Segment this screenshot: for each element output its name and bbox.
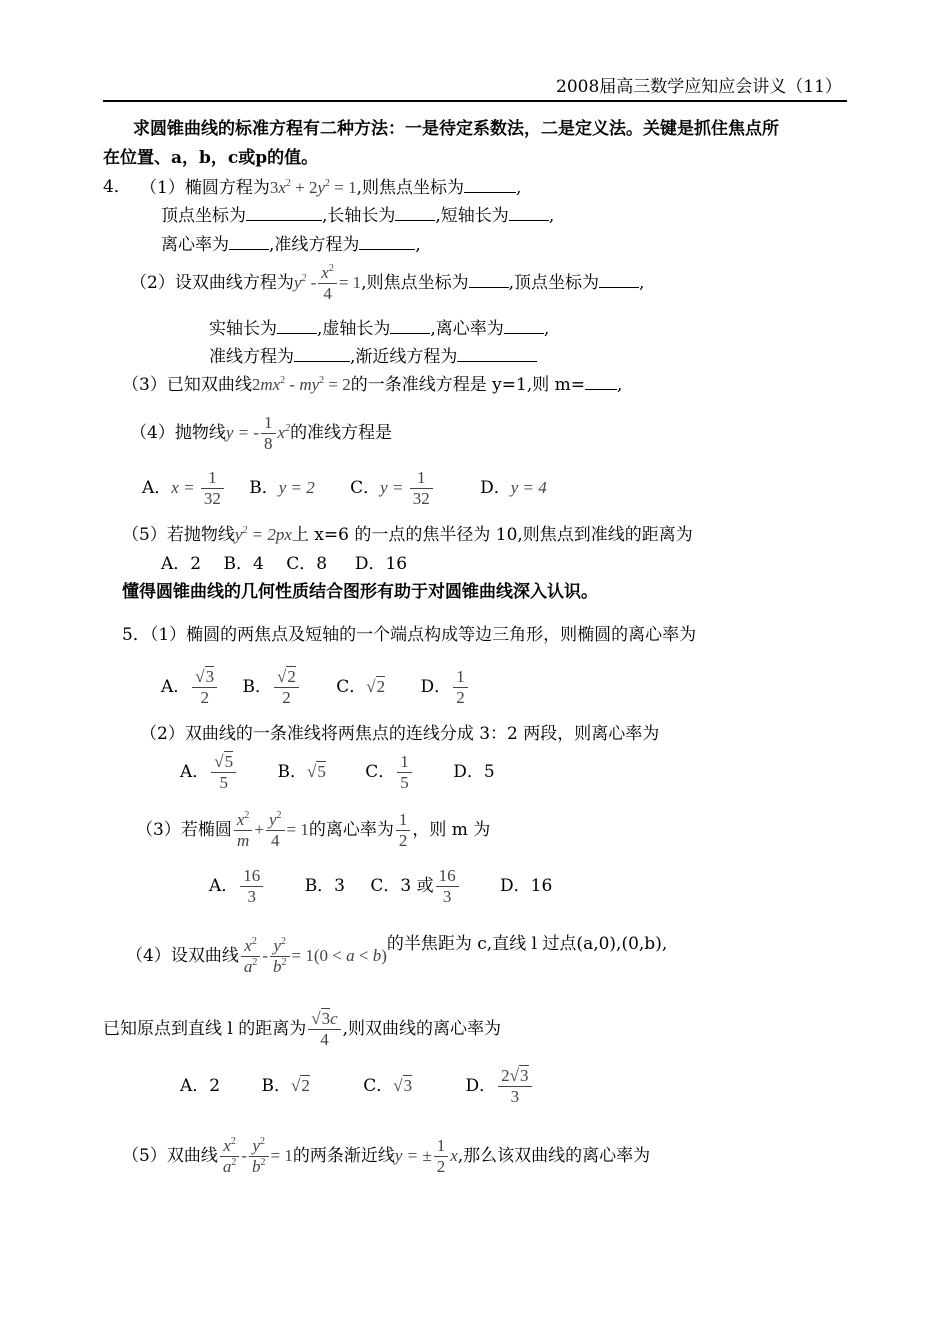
option-c: C． — [363, 1075, 394, 1096]
q5-p4-distance-label: 已知原点到直线 l 的距离为 — [103, 1018, 307, 1039]
fraction: $\frac{16}{3}$ — [436, 866, 459, 907]
q4-part4-options — [142, 468, 547, 509]
q5-p5-label: （5）双曲线 — [122, 1145, 218, 1166]
fraction: $\frac{x^2}{a^2}$ — [241, 936, 261, 977]
q5-part5 — [122, 1136, 650, 1177]
q4-p2-label: （2）设双曲线方程为 — [130, 272, 294, 293]
q5-part4 — [126, 933, 668, 977]
option-c-value: √3 — [393, 1075, 413, 1095]
fraction: $\frac{x^2}{4}$ — [318, 263, 337, 304]
q4-p2-directrix: 准线方程为 — [209, 347, 294, 367]
fraction: $\frac{√3c}{4}$ — [308, 1009, 340, 1050]
blank — [504, 318, 544, 334]
blank — [390, 318, 430, 334]
q4-part1-line1: （1）椭圆方程为$3x^2 + 2y^2 = 1$,则焦点坐标为 , — [140, 178, 522, 198]
eq-rhs: = 1 — [270, 1145, 293, 1165]
fraction: $\frac{1}{8}$ — [261, 413, 276, 454]
option-c-value: √2 — [366, 676, 386, 696]
blank — [464, 177, 516, 193]
option-b: B．3 — [304, 875, 345, 896]
q5-p3-end: ，则 m 为 — [412, 819, 491, 840]
q4-p5-text: 上 x=6 的一点的焦半径为 10,则焦点到准线的距离为 — [291, 525, 693, 545]
blank — [246, 205, 322, 221]
fraction: $\frac{√2}{2}$ — [274, 667, 299, 708]
q5-p5-mid: 的两条渐近线 — [292, 1145, 395, 1166]
blank — [599, 272, 639, 288]
minus-sign: - — [241, 1145, 247, 1165]
asymptote-x: x — [450, 1145, 458, 1165]
blank — [509, 205, 549, 221]
fraction: $\frac{1}{2}$ — [434, 1136, 449, 1177]
option-a: A． — [209, 875, 239, 896]
option-b-value: y = 2 — [278, 477, 315, 497]
q4-p2-asymptote: ,渐近线方程为 — [350, 347, 458, 367]
blank — [395, 205, 435, 221]
q4-p5-equation: $y^2 = 2px$ — [234, 525, 292, 544]
blank — [469, 272, 509, 288]
q4-p4-equation: y = - — [225, 422, 260, 442]
option-b: B． — [261, 1075, 291, 1096]
q4-p1-minor-label: ,短轴长为 — [435, 206, 509, 226]
q5-p4-label: （4）设双曲线 — [126, 945, 239, 966]
q5-p1-text: （1）椭圆的两焦点及短轴的一个端点构成等边三角形，则椭圆的离心率为 — [149, 625, 697, 645]
section1-intro-line2: 在位置、a，b，c或p的值。 — [103, 148, 319, 168]
option-a-value: x = — [171, 477, 199, 497]
q4-part5 — [122, 525, 693, 545]
fraction: $\frac{√3}{2}$ — [192, 667, 217, 708]
fraction: $\frac{y^2}{4}$ — [266, 810, 285, 851]
q5-p3-mid: 的离心率为 — [308, 819, 394, 840]
option-c-value: y = — [380, 477, 408, 497]
q4-p5-label: （5）若抛物线 — [122, 525, 235, 545]
q4-part3: （3）已知双曲线$2mx^2 - my^2 = 2$的一条准线方程是 y=1,则 m= , — [122, 375, 623, 395]
section2-intro: 懂得圆锥曲线的几何性质结合图形有助于对圆锥曲线深入认识。 — [122, 582, 598, 602]
q4-p2-real-axis: 实轴长为 — [209, 319, 277, 339]
option-a: A．2 — [180, 1075, 221, 1096]
fraction: $\frac{1}{32}$ — [201, 468, 224, 509]
option-a: A． — [142, 477, 172, 498]
q4-p2-imag-axis: ,虚轴长为 — [317, 319, 391, 339]
q4-part1-line3: 离心率为 ,准线方程为 , — [161, 235, 421, 255]
blank — [277, 318, 317, 334]
option-b: B． — [242, 676, 273, 697]
option-d: D． — [480, 477, 511, 498]
q5-p5-end: ,那么该双曲线的离心率为 — [457, 1145, 651, 1166]
q4-p2-equation: $y^2$ - — [293, 272, 317, 292]
eq-rhs: $x^2$ — [277, 422, 291, 442]
q4-p4-label: （4）抛物线 — [130, 422, 226, 443]
blank — [229, 234, 269, 250]
q5-part3-options — [209, 866, 552, 907]
q4-p1-major-label: ,长轴长为 — [322, 206, 396, 226]
q4-p1-directrix-label: ,准线方程为 — [269, 235, 360, 255]
q5-p4-text: 的半焦距为 c,直线 l 过点(a,0),(0,b), — [386, 933, 668, 954]
fraction: $\frac{1}{2}$ — [453, 667, 468, 708]
q4-p4-text: 的准线方程是 — [290, 422, 393, 443]
option-b: B． — [277, 761, 308, 782]
option-a: A． — [180, 761, 210, 782]
q4-p1-ecc-label: 离心率为 — [161, 235, 229, 255]
q4-p3-equation: $2mx^2 - my^2 = 2$ — [251, 375, 351, 394]
option-d: D． — [420, 676, 452, 697]
q4-part1-line2: 顶点坐标为 ,长轴长为 ,短轴长为 , — [161, 206, 555, 226]
blank — [585, 374, 617, 390]
blank — [359, 234, 415, 250]
q4-part4 — [130, 413, 392, 454]
q5-part2: （2）双曲线的一条准线将两焦点的连线分成 3：2 两段，则离心率为 — [140, 724, 660, 744]
q4-p2-focus-label: ,则焦点坐标为 — [361, 272, 469, 293]
q4-p1-vertex-label: 顶点坐标为 — [161, 206, 246, 226]
option-a: A． — [161, 676, 191, 697]
q5-part4-line2 — [103, 1009, 501, 1050]
option-d: D．16 — [500, 875, 553, 896]
q4-p1-after: ,则焦点坐标为 — [356, 178, 465, 198]
minus-sign: - — [262, 945, 268, 965]
header-title: 2008届高三数学应知应会讲义（11） — [556, 77, 842, 97]
q4-p3-label: （3）已知双曲线 — [122, 375, 252, 395]
fraction: $\frac{y^2}{b^2}$ — [249, 1136, 269, 1177]
asymptote-equation: y = ± — [394, 1145, 432, 1165]
option-b-value: √2 — [291, 1075, 310, 1095]
q5-p4-ecc-label: ,则双曲线的离心率为 — [342, 1018, 502, 1039]
q5-part3 — [136, 810, 490, 851]
q4-part2-line3 — [209, 346, 537, 367]
q5-part4-options — [180, 1066, 534, 1107]
option-d: D．5 — [453, 761, 495, 782]
blank — [294, 346, 350, 362]
q4-p3-text: 的一条准线方程是 y=1,则 m= — [350, 375, 585, 395]
q5-part1 — [122, 625, 696, 645]
header-rule — [103, 100, 847, 102]
q5-part1-options — [161, 667, 470, 708]
eq-rhs: = 1 — [286, 819, 309, 839]
fraction: $\frac{x^2}{a^2}$ — [220, 1136, 240, 1177]
option-c: C． — [336, 676, 367, 697]
fraction: $\frac{2√3}{3}$ — [498, 1066, 531, 1107]
blank — [457, 346, 537, 362]
option-b-value: √5 — [307, 761, 326, 781]
fraction: $\frac{1}{2}$ — [396, 810, 411, 851]
q5-part2-options — [180, 752, 495, 793]
q4-part5-choices: A．2 B．4 C．8 D．16 — [161, 554, 408, 574]
section1-intro-line1: 求圆锥曲线的标准方程有二种方法：一是待定系数法，二是定义法。关键是抓住焦点所 — [133, 119, 779, 139]
q4-p2-ecc: ,离心率为 — [430, 319, 504, 339]
option-c: C． — [350, 477, 381, 498]
q4-part2-line1: （2）设双曲线方程为$y^2$ - $\frac{x^2}{4}$ = 1,则焦点坐标为 ,顶点坐标为 , — [130, 263, 645, 303]
fraction: $\frac{x^2}{m}$ — [234, 810, 253, 851]
q4-part2-line2: 实轴长为 ,虚轴长为 ,离心率为 , — [209, 319, 550, 339]
q5-p3-label: （3）若椭圆 — [136, 819, 232, 840]
fraction: $\frac{y^2}{b^2}$ — [270, 936, 290, 977]
q4-p1-label: （1）椭圆方程为 — [140, 178, 270, 198]
eq-rhs: = 1(0 < a < b) — [291, 945, 387, 965]
fraction: $\frac{1}{5}$ — [397, 752, 412, 793]
q5-number: 5． — [122, 625, 150, 645]
option-d-value: y = 4 — [510, 477, 547, 497]
q4-number: 4． — [103, 177, 131, 197]
plus-sign: + — [254, 819, 264, 839]
fraction: $\frac{√5}{5}$ — [211, 752, 236, 793]
eq-rhs: = 1 — [338, 272, 362, 292]
fraction: $\frac{1}{32}$ — [410, 468, 433, 509]
option-c: C． — [365, 761, 396, 782]
fraction: $\frac{16}{3}$ — [240, 866, 263, 907]
option-d: D． — [465, 1075, 497, 1096]
option-c: C．3 或 — [370, 875, 434, 896]
q4-p2-vertex-label: ,顶点坐标为 — [508, 272, 599, 293]
q4-p1-equation: $3x^2 + 2y^2 = 1$ — [269, 178, 357, 197]
option-b: B． — [249, 477, 279, 498]
